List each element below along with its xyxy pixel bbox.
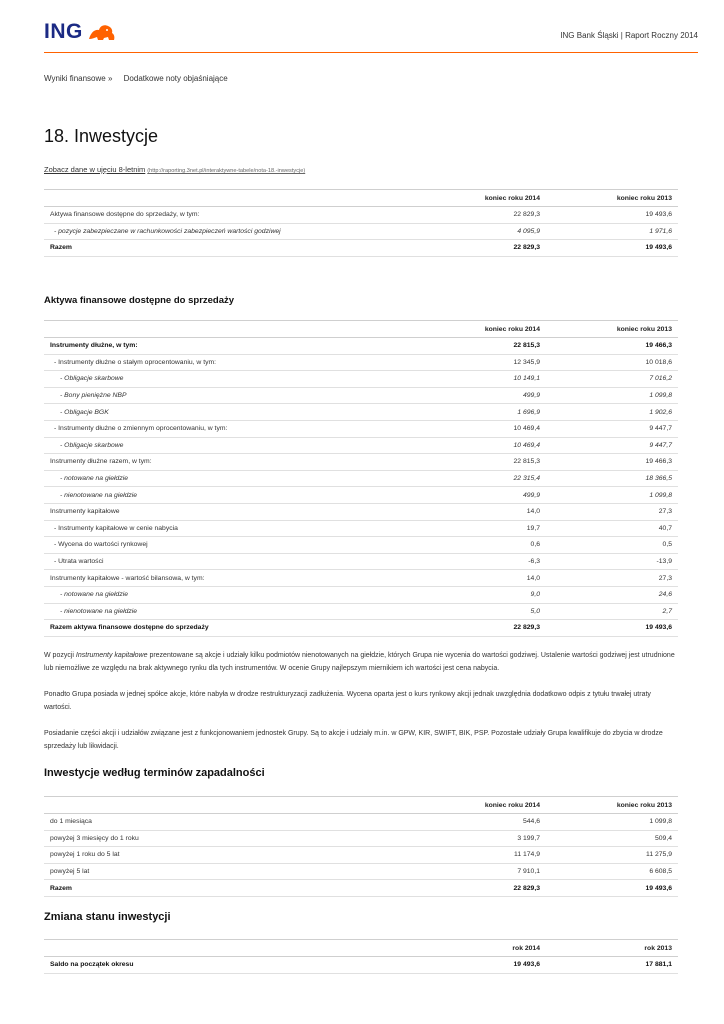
investments-summary-table	[44, 189, 678, 257]
ing-logo[interactable]	[44, 20, 117, 44]
value-2014: 22 815,3	[414, 338, 546, 355]
table-row-total	[44, 620, 678, 637]
value-2013: 24,6	[546, 586, 678, 603]
row-label: - Utrata wartości	[44, 553, 414, 570]
row-label: - Obligacje BGK	[44, 404, 414, 421]
value-2013: 19 493,6	[546, 207, 678, 224]
table-header-row	[44, 190, 678, 207]
section-title-afs: Aktywa finansowe dostępne do sprzedaży	[44, 295, 235, 306]
afs-table	[44, 320, 678, 637]
value-2014: 19 493,6	[414, 957, 546, 974]
row-label: Instrumenty kapitałowe	[44, 503, 414, 520]
value-2014: 22 315,4	[414, 470, 546, 487]
row-label: powyżej 3 miesięcy do 1 roku	[44, 830, 414, 847]
value-2014: 14,0	[414, 570, 546, 587]
breadcrumb	[44, 74, 228, 83]
value-2013: 2,7	[546, 603, 678, 620]
value-2014: 22 829,3	[414, 620, 546, 637]
column-header	[44, 797, 414, 814]
table-header-row	[44, 940, 678, 957]
table-row	[44, 503, 678, 520]
value-2013: 19 493,6	[546, 240, 678, 257]
value-2014: 9,0	[414, 586, 546, 603]
table-row	[44, 354, 678, 371]
value-2013: 10 018,6	[546, 354, 678, 371]
row-label: - Obligacje skarbowe	[44, 371, 414, 388]
value-2013: 1 099,8	[546, 387, 678, 404]
table-row	[44, 570, 678, 587]
table-row	[44, 487, 678, 504]
value-2013: 9 447,7	[546, 420, 678, 437]
row-label: do 1 miesiąca	[44, 814, 414, 831]
value-2014: 5,0	[414, 603, 546, 620]
row-label: - notowane na giełdzie	[44, 586, 414, 603]
change-table	[44, 939, 678, 974]
value-2014: 4 095,9	[414, 223, 546, 240]
table-row	[44, 830, 678, 847]
table-header-row	[44, 797, 678, 814]
value-2014: 22 829,3	[414, 207, 546, 224]
value-2014: 10 469,4	[414, 437, 546, 454]
eight-year-link-row	[44, 165, 305, 174]
value-2013: 1 099,8	[546, 487, 678, 504]
value-2013: 19 466,3	[546, 338, 678, 355]
value-2014: 14,0	[414, 503, 546, 520]
value-2013: 18 366,5	[546, 470, 678, 487]
table-row	[44, 207, 678, 224]
value-2013: 27,3	[546, 570, 678, 587]
paragraph-shares: Posiadanie części akcji i udziałów związane jest z funkcjonowaniem jednostek Grupy. Są to akcje i udziały m.in. w GPW, KIR, SWIFT, BIK, PSP. Pozostałe udziały Grupa kwalifikuje do zbycia w drodze sprzedaży lub likwidacji.	[44, 730, 663, 750]
value-2013: 19 493,6	[546, 620, 678, 637]
table-row	[44, 454, 678, 471]
eight-year-link[interactable]: Zobacz dane w ujęciu 8-letnim	[44, 165, 146, 174]
table-row	[44, 537, 678, 554]
value-2013: 17 881,1	[546, 957, 678, 974]
table-row	[44, 814, 678, 831]
breadcrumb-item-wyniki[interactable]: Wyniki finansowe »	[44, 74, 113, 83]
table-row	[44, 520, 678, 537]
table-row	[44, 603, 678, 620]
header-divider	[44, 52, 698, 53]
column-header	[44, 190, 414, 207]
paragraph-text: prezentowane są akcje i udziały kilku podmiotów nienotowanych na giełdzie, których Grupa nie wycenia do wartości godziwej. Ustalenie wartości godziwej jest utrudnione lub niemożliwe ze względu na brak aktywnego rynku dla tych instrumentów. W ocenie Grupy najlepszym miernikiem ich wartości jest cena nabycia.	[44, 652, 675, 672]
page-title: 18. Inwestycje	[44, 126, 159, 146]
logo-text: ING	[44, 20, 83, 43]
row-label: - nienotowane na giełdzie	[44, 487, 414, 504]
value-2013: 509,4	[546, 830, 678, 847]
value-2013: 6 608,5	[546, 863, 678, 880]
row-label: - Bony pieniężne NBP	[44, 387, 414, 404]
value-2014: 22 815,3	[414, 454, 546, 471]
row-label: - notowane na giełdzie	[44, 470, 414, 487]
value-2014: 499,9	[414, 487, 546, 504]
column-header: koniec roku 2013	[546, 190, 678, 207]
row-label: - Instrumenty kapitałowe w cenie nabycia	[44, 520, 414, 537]
paragraph-restructuring: Ponadto Grupa posiada w jednej spółce akcje, które nabyła w drodze restrukturyzacji zadłużenia. Wycena oparta jest o kurs rynkowy akcji jednak uwzględnia dodatkowo odpis z tytułu trwałej utraty wartości.	[44, 691, 651, 711]
row-label: - Obligacje skarbowe	[44, 437, 414, 454]
table-row	[44, 387, 678, 404]
value-2013: 1 971,6	[546, 223, 678, 240]
value-2013: 40,7	[546, 520, 678, 537]
row-label: - pozycje zabezpieczane w rachunkowości zabezpieczeń wartości godziwej	[44, 223, 414, 240]
section-title-maturity: Inwestycje według terminów zapadalności	[44, 767, 265, 779]
table-row	[44, 338, 678, 355]
table-row	[44, 420, 678, 437]
row-label: Instrumenty dłużne, w tym:	[44, 338, 414, 355]
value-2014: -6,3	[414, 553, 546, 570]
value-2013: 7 016,2	[546, 371, 678, 388]
value-2014: 3 199,7	[414, 830, 546, 847]
value-2014: 22 829,3	[414, 240, 546, 257]
value-2014: 1 696,9	[414, 404, 546, 421]
value-2014: 10 469,4	[414, 420, 546, 437]
value-2014: 0,6	[414, 537, 546, 554]
row-label: Saldo na początek okresu	[44, 957, 414, 974]
maturity-table	[44, 796, 678, 897]
value-2013: 11 275,9	[546, 847, 678, 864]
column-header: rok 2013	[546, 940, 678, 957]
column-header	[44, 940, 414, 957]
value-2013: 19 493,6	[546, 880, 678, 897]
value-2014: 7 910,1	[414, 863, 546, 880]
value-2013: 1 902,6	[546, 404, 678, 421]
row-label: - Instrumenty dłużne o stałym oprocentowaniu, w tym:	[44, 354, 414, 371]
column-header: koniec roku 2014	[414, 321, 546, 338]
page-header	[0, 0, 724, 54]
column-header: koniec roku 2014	[414, 190, 546, 207]
table-row-total	[44, 240, 678, 257]
row-label: Instrumenty dłużne razem, w tym:	[44, 454, 414, 471]
section-title-change: Zmiana stanu inwestycji	[44, 911, 171, 923]
value-2013: 0,5	[546, 537, 678, 554]
value-2013: 9 447,7	[546, 437, 678, 454]
row-label: powyżej 1 roku do 5 lat	[44, 847, 414, 864]
paragraph-emphasis: Instrumenty kapitałowe	[75, 652, 148, 659]
table-row	[44, 847, 678, 864]
table-row	[44, 404, 678, 421]
table-row	[44, 863, 678, 880]
value-2013: 19 466,3	[546, 454, 678, 471]
lion-icon	[87, 22, 117, 42]
table-header-row	[44, 321, 678, 338]
table-row	[44, 437, 678, 454]
value-2014: 544,6	[414, 814, 546, 831]
table-row	[44, 470, 678, 487]
column-header: koniec roku 2013	[546, 321, 678, 338]
row-label: powyżej 5 lat	[44, 863, 414, 880]
eight-year-url[interactable]: (http://raporting.3net.pl/interaktywne-tabele/nota-18.-inwestycje)	[147, 168, 306, 174]
paragraph-instruments	[44, 649, 680, 675]
value-2013: 27,3	[546, 503, 678, 520]
row-label: - Instrumenty dłużne o zmiennym oprocentowaniu, w tym:	[44, 420, 414, 437]
paragraph-text: W pozycji	[44, 652, 76, 659]
row-label: - Wycena do wartości rynkowej	[44, 537, 414, 554]
value-2014: 11 174,9	[414, 847, 546, 864]
row-label: Razem	[44, 240, 414, 257]
row-label: Razem aktywa finansowe dostępne do sprzedaży	[44, 620, 414, 637]
value-2013: 1 099,8	[546, 814, 678, 831]
table-row-total	[44, 880, 678, 897]
table-row	[44, 957, 678, 974]
table-row	[44, 223, 678, 240]
value-2014: 499,9	[414, 387, 546, 404]
row-label: - nienotowane na giełdzie	[44, 603, 414, 620]
row-label: Instrumenty kapitałowe - wartość bilansowa, w tym:	[44, 570, 414, 587]
column-header: koniec roku 2013	[546, 797, 678, 814]
table-row	[44, 586, 678, 603]
column-header: rok 2014	[414, 940, 546, 957]
row-label: Aktywa finansowe dostępne do sprzedaży, w tym:	[44, 207, 414, 224]
value-2013: -13,9	[546, 553, 678, 570]
breadcrumb-item-noty[interactable]: Dodatkowe noty objaśniające	[123, 74, 228, 83]
column-header	[44, 321, 414, 338]
value-2014: 12 345,9	[414, 354, 546, 371]
value-2014: 10 149,1	[414, 371, 546, 388]
value-2014: 22 829,3	[414, 880, 546, 897]
report-title: ING Bank Śląski | Raport Roczny 2014	[560, 31, 698, 40]
value-2014: 19,7	[414, 520, 546, 537]
row-label: Razem	[44, 880, 414, 897]
table-row	[44, 553, 678, 570]
column-header: koniec roku 2014	[414, 797, 546, 814]
table-row	[44, 371, 678, 388]
